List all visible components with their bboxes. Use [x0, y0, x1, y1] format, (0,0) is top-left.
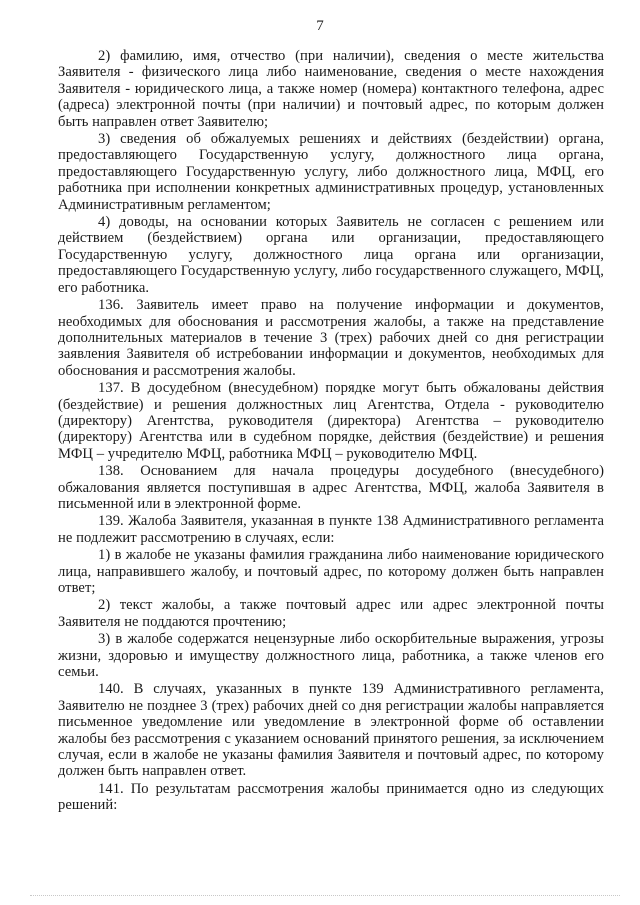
- paragraph-137: 137. В досудебном (внесудебном) порядке могут быть обжалованы действия (бездействие) и решения должностных лиц Агентства, Отдела - руководителю (директору) Агентства, руководителя (директора) Агентства – руководителю (директору) Агентства или в судебном порядке, действия (бездействие) и решения МФЦ – учредителю МФЦ, работника МФЦ – руководителю МФЦ.: [58, 380, 604, 462]
- paragraph-item-4: 4) доводы, на основании которых Заявитель не согласен с решением или действием (бездействием) органа или организации, предоставляющего Государственную услугу, должностного лица органа или организации, предоставляющего Государственную услугу, либо государственного служащего, МФЦ, его работника.: [58, 214, 604, 296]
- paragraph-139-item-3: 3) в жалобе содержатся нецензурные либо оскорбительные выражения, угрозы жизни, здоровью и имуществу должностного лица, работника, а также членов его семьи.: [58, 631, 604, 681]
- paragraph-139-item-2: 2) текст жалобы, а также почтовый адрес или адрес электронной почты Заявителя не поддаются прочтению;: [58, 597, 604, 630]
- document-body: [58, 48, 604, 815]
- paragraph-139-item-1: 1) в жалобе не указаны фамилия гражданина либо наименование юридического лица, направившего жалобу, и почтовый адрес, по которому должен быть направлен ответ;: [58, 547, 604, 596]
- paragraph-139: 139. Жалоба Заявителя, указанная в пункте 138 Административного регламента не подлежит рассмотрению в случаях, если:: [58, 513, 604, 546]
- paragraph-140: 140. В случаях, указанных в пункте 139 Административного регламента, Заявителю не позднее 3 (трех) рабочих дней со дня регистрации жалобы направляется письменное уведомление или уведомление в электронной форме об оставлении жалобы без рассмотрения с указанием оснований принятого решения, за исключением случая, если в жалобе не указаны фамилия Заявителя и почтовый адрес, по которому должен быть направлен ответ.: [58, 681, 604, 780]
- paragraph-141: 141. По результатам рассмотрения жалобы принимается одно из следующих решений:: [58, 780, 604, 814]
- paragraph-138: 138. Основанием для начала процедуры досудебного (внесудебного) обжалования является поступившая в адрес Агентства, МФЦ, жалоба Заявителя в письменной или в электронной форме.: [58, 463, 604, 512]
- paragraph-item-2: 2) фамилию, имя, отчество (при наличии), сведения о месте жительства Заявителя - физического лица либо наименование, сведения о месте нахождения Заявителя - юридического лица, а также номер (номера) контактного телефона, адрес (адреса) электронной почты (при наличии) и почтовый адрес, по которым должен быть направлен ответ Заявителю;: [58, 48, 604, 130]
- paragraph-item-3: 3) сведения об обжалуемых решениях и действиях (бездействии) органа, предоставляющего Государственную услугу, должностного лица органа, предоставляющего Государственную услугу, либо должностного лица, МФЦ, его работника при исполнении конкретных административных процедур, установленных Административным регламентом;: [58, 131, 604, 213]
- paragraph-136: 136. Заявитель имеет право на получение информации и документов, необходимых для обоснования и рассмотрения жалобы, а также на представление дополнительных материалов в течение 3 (трех) рабочих дней со дня регистрации заявления Заявителя об истребовании информации и документов, необходимых для обоснования и рассмотрения жалобы.: [58, 297, 604, 379]
- page-number: 7: [316, 18, 324, 34]
- scan-artifact-divider: [30, 893, 620, 896]
